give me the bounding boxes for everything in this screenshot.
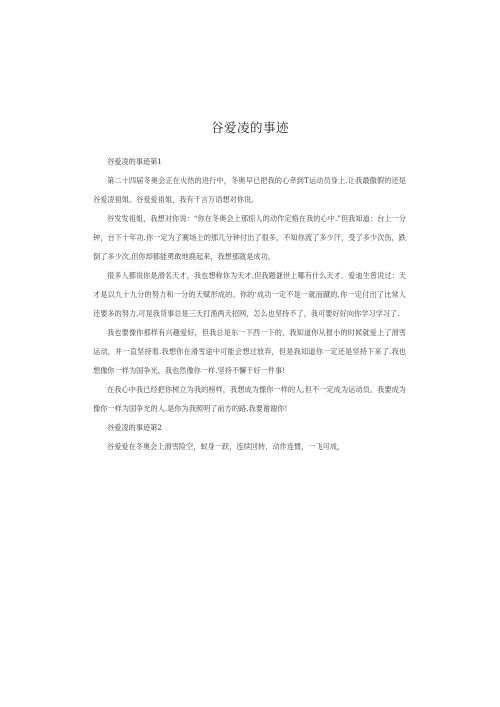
body-paragraph: 我也要像你那样有兴趣爱好，但我总是东一下西一下的，我知道你从报小的时候就爱上了滑雪运动，并一直坚持着.我想你在滑雪途中可能会想过放弃，但是我知道你一定还是坚持下来了.我也想像你一样为国争光，我也然像你一样.坚持不懈干好一件事! bbox=[93, 328, 406, 375]
document-title: 谷爱凌的事迹 bbox=[210, 120, 289, 135]
section-heading: 谷爱凌的事迹第1 bbox=[107, 157, 162, 166]
body-paragraph: 谷发发祖姐，我想对你说：“你在冬奥会上那惊人的动作定格在我的心中.”但我知道：台上一分钟，台下十年功.你一定为了赛场上的那几分钟付出了很多，不知你流了多少汗，受了多少次伤，跌倒了多少次,但你却都能勇敢地鹿起来，我想那就是成功。 bbox=[93, 214, 406, 261]
body-paragraph: 很多人都说你是滑名天才，我也想称你为天才,但我题谜世上哪有什么天才。爱迪生曾说过：天才是以九十九分的努力和一分的天赋形成的。你的‘成功一定不是一就而蹴的,你一定付出了比常人还要多的努力,可是我货事总是三天打渔两天招网，怎么也坚持不了，我可要好好向你学习学习了. bbox=[93, 271, 406, 318]
body-paragraph: 第二十四届冬奥会正在火热的进行中，冬奥早已把我的心牵到T运动员身上.让我最傲假的还是谷爱凌祖姐。谷爱爱祖姐，我有千言万语想对你说, bbox=[93, 176, 406, 204]
document-body bbox=[93, 152, 406, 456]
body-paragraph: 在我心中我已经把你树立为我的榜样，我想成为像你一样的人,但不一定成为运动员。我要成为像你一样为国争光的人.是你为我照明了前方的路,我要谢谢你! bbox=[93, 385, 406, 413]
section-heading: 谷爱凌的事迹第2 bbox=[107, 423, 162, 432]
body-paragraph: 谷爱爱在冬奥会上滑雪险空，蚁身一跃，连续回转，动作连惯，一飞可成， bbox=[107, 442, 345, 451]
